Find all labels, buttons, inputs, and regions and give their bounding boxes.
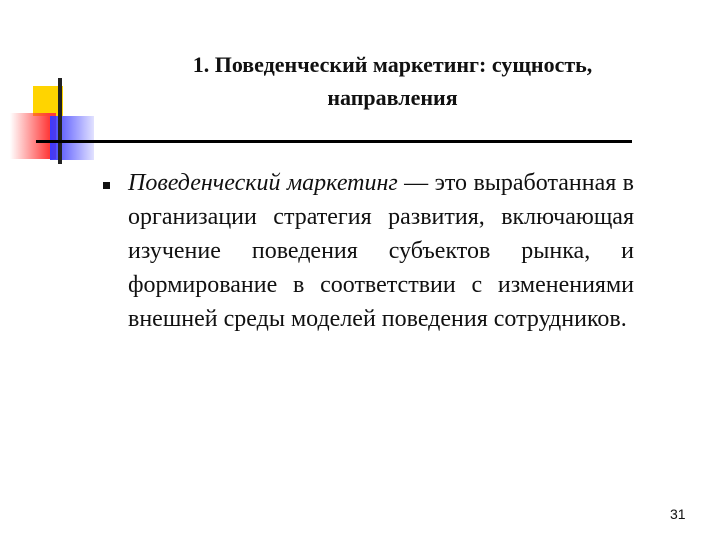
definition-text: — это выработанная в организации стратегия развития, включающая изучение поведения субъектов рынка, и формирование в соответствии с изменениями внешней среды моделей поведения сотрудников.: [128, 170, 634, 332]
slide-title-line2: направления: [327, 85, 458, 110]
bullet-square-icon: [103, 182, 110, 189]
logo-vertical-line: [58, 78, 62, 164]
term-italic: Поведенческий маркетинг: [128, 170, 398, 196]
bullet-text: [128, 166, 634, 336]
title-divider-line: [36, 140, 632, 143]
slide-title: [110, 48, 675, 114]
logo-blue-square: [50, 116, 94, 160]
slide-title-line1: 1. Поведенческий маркетинг: сущность,: [192, 52, 593, 77]
page-number: 31: [670, 506, 686, 522]
